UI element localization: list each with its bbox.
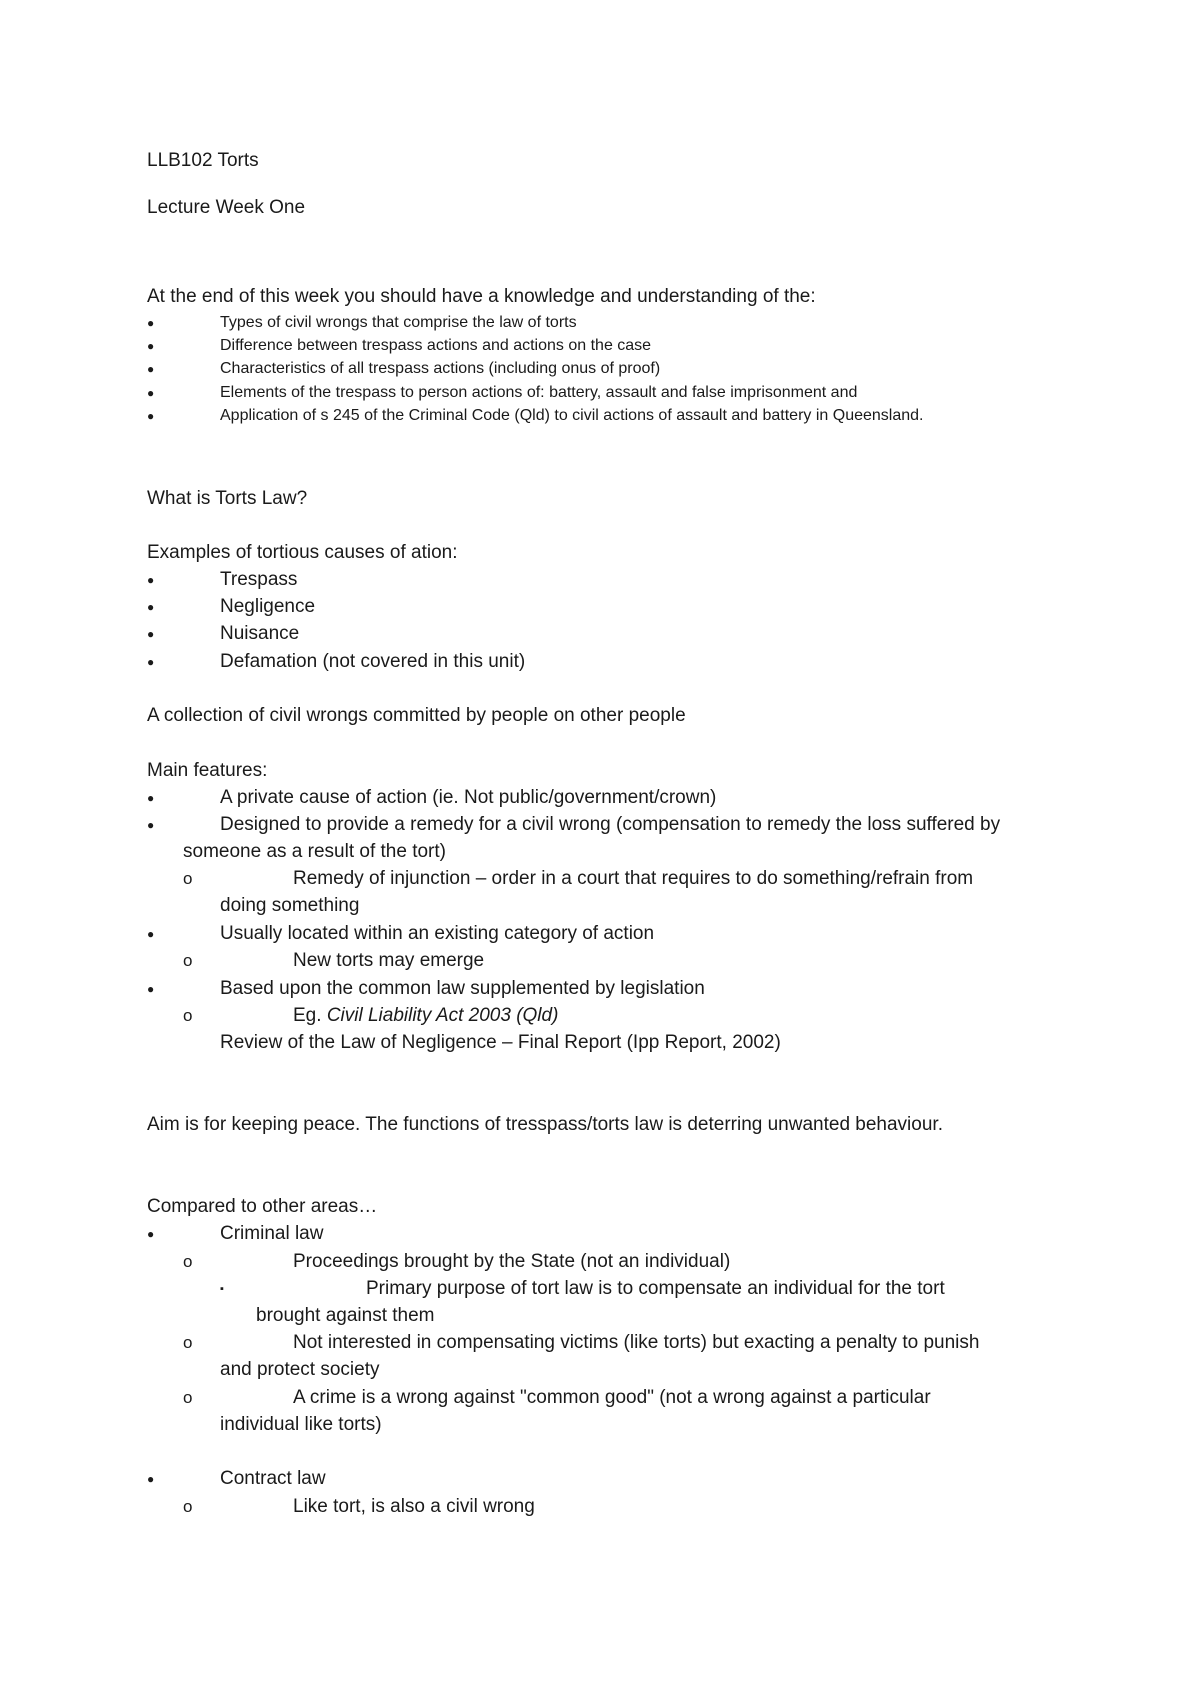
compared-subitem: Like tort, is also a civil wrong [293,1496,535,1517]
lecture-title: Lecture Week One [147,197,306,218]
objective-item: Difference between trespass actions and actions on the case [220,337,652,354]
circle-marker: o [183,1333,193,1352]
examples-intro: Examples of tortious causes of ation: [147,542,458,563]
bullet-marker: ● [147,316,155,330]
bullet-marker: ● [147,627,155,641]
compared-subitem-continued: and protect society [220,1359,380,1380]
circle-marker: o [183,1252,193,1271]
circle-marker: o [183,951,193,970]
bullet-marker: ● [147,1472,155,1486]
bullet-marker: ● [147,818,155,832]
feature-item: Designed to provide a remedy for a civil wrong (compensation to remedy the loss suffered by [220,814,1001,835]
bullet-marker: ● [147,927,155,941]
feature-item: A private cause of action (ie. Not public/government/crown) [220,787,717,808]
circle-marker: o [183,1388,193,1407]
section-heading: What is Torts Law? [147,488,308,509]
bullet-marker: ● [147,791,155,805]
objective-item: Application of s 245 of the Criminal Code (Qld) to civil actions of assault and battery in Queensland. [220,407,924,424]
compared-subsubitem: Primary purpose of tort law is to compensate an individual for the tort [366,1278,945,1299]
feature-subitem: New torts may emerge [293,950,485,971]
example-prefix: Eg. [293,1005,327,1026]
example-item: Nuisance [220,623,300,644]
compared-subitem-continued: individual like torts) [220,1414,382,1435]
objective-item: Elements of the trespass to person actions of: battery, assault and false imprisonment and [220,384,858,401]
feature-subitem-continued: doing something [220,895,360,916]
bullet-marker: ● [147,386,155,400]
example-item: Trespass [220,569,298,590]
features-heading: Main features: [147,760,268,781]
feature-subitem [293,1004,558,1028]
compared-subitem: Proceedings brought by the State (not an individual) [293,1251,731,1272]
legislation-title: Civil Liability Act 2003 (Qld) [326,1005,559,1026]
bullet-marker: ● [147,600,155,614]
objectives-intro: At the end of this week you should have a knowledge and understanding of the: [147,286,816,307]
circle-marker: o [183,869,193,888]
aim-text: Aim is for keeping peace. The functions of tresspass/torts law is deterring unwanted behaviour. [147,1114,943,1135]
course-title: LLB102 Torts [147,150,259,171]
example-item: Negligence [220,596,316,617]
circle-marker: o [183,1497,193,1516]
compared-subitem: Not interested in compensating victims (like torts) but exacting a penalty to punish [293,1332,980,1353]
feature-subitem: Remedy of injunction – order in a court that requires to do something/refrain from [293,868,974,889]
example-item: Defamation (not covered in this unit) [220,651,526,672]
bullet-marker: ● [147,362,155,376]
circle-marker: o [183,1006,193,1025]
feature-item: Usually located within an existing category of action [220,923,655,944]
objective-item: Characteristics of all trespass actions (including onus of proof) [220,360,661,377]
compared-subitem: A crime is a wrong against "common good" (not a wrong against a particular [293,1387,931,1408]
objective-item: Types of civil wrongs that comprise the law of torts [220,314,577,331]
bullet-marker: ● [147,409,155,423]
bullet-marker: ● [147,339,155,353]
compared-item: Contract law [220,1468,326,1489]
compared-subsubitem-continued: brought against them [256,1305,435,1326]
compared-item: Criminal law [220,1223,324,1244]
bullet-marker: ● [147,655,155,669]
bullet-marker: ● [147,982,155,996]
feature-item: Based upon the common law supplemented by legislation [220,978,705,999]
bullet-marker: ● [147,1227,155,1241]
feature-subitem-continued: Review of the Law of Negligence – Final Report (Ipp Report, 2002) [220,1032,781,1053]
compared-heading: Compared to other areas… [147,1196,378,1217]
collection-text: A collection of civil wrongs committed by people on other people [147,705,686,726]
square-marker: ▪ [220,1283,224,1295]
bullet-marker: ● [147,573,155,587]
feature-item-continued: someone as a result of the tort) [183,841,446,862]
